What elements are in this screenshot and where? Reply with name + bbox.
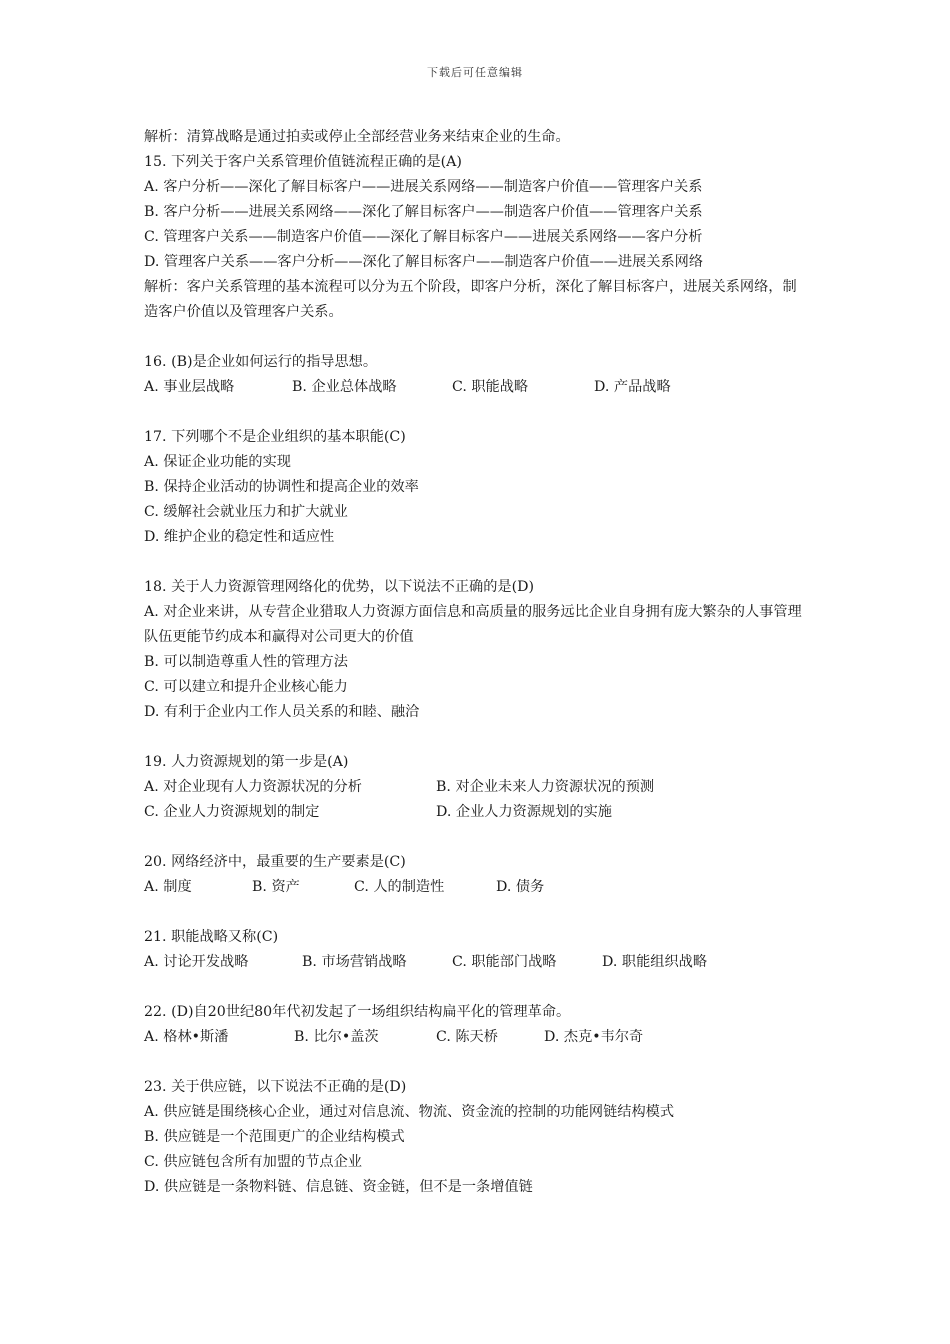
option-a: A. 对企业现有人力资源状况的分析 — [144, 779, 362, 795]
options-row — [144, 950, 810, 975]
question-text: 23. 关于供应链，以下说法不正确的是(D) — [144, 1079, 407, 1095]
option-b: B. 对企业未来人力资源状况的预测 — [436, 779, 655, 795]
previous-analysis: 解析：清算战略是通过拍卖或停止全部经营业务来结束企业的生命。 — [144, 129, 570, 145]
option-a: A. 制度 — [144, 879, 192, 895]
question-23 — [144, 1075, 810, 1200]
question-text: 20. 网络经济中，最重要的生产要素是(C) — [144, 854, 406, 870]
question-text: 15. 下列关于客户关系管理价值链流程正确的是(A) — [144, 154, 462, 170]
question-text: 18. 关于人力资源管理网络化的优势，以下说法不正确的是(D) — [144, 579, 535, 595]
option-a: A. 供应链是围绕核心企业，通过对信息流、物流、资金流的控制的功能网链结构模式 — [144, 1104, 675, 1120]
option-d: D. 产品战略 — [594, 379, 671, 395]
option-b: B. 资产 — [252, 879, 300, 895]
option-d: D. 供应链是一条物料链、信息链、资金链，但不是一条增值链 — [144, 1179, 533, 1195]
question-16 — [144, 350, 810, 400]
document-body — [144, 125, 810, 1200]
option-d: D. 杰克•韦尔奇 — [544, 1029, 644, 1045]
question-text: 17. 下列哪个不是企业组织的基本职能(C) — [144, 429, 406, 445]
option-b: B. 比尔•盖茨 — [294, 1029, 379, 1045]
question-18 — [144, 575, 810, 725]
option-d: D. 维护企业的稳定性和适应性 — [144, 529, 335, 545]
options-row — [144, 800, 810, 825]
page-header: 下载后可任意编辑 — [427, 66, 523, 79]
question-text: 22. (D)自20世纪80年代初发起了一场组织结构扁平化的管理革命。 — [144, 1004, 571, 1020]
option-c: C. 职能部门战略 — [452, 954, 557, 970]
option-b: B. 供应链是一个范围更广的企业结构模式 — [144, 1129, 405, 1145]
question-text: 19. 人力资源规划的第一步是(A) — [144, 754, 349, 770]
option-a: A. 讨论开发战略 — [144, 954, 249, 970]
option-b: B. 保持企业活动的协调性和提高企业的效率 — [144, 479, 419, 495]
analysis-text: 解析：客户关系管理的基本流程可以分为五个阶段，即客户分析，深化了解目标客户，进展关系网络，制造客户价值以及管理客户关系。 — [144, 279, 797, 320]
option-a: A. 客户分析——深化了解目标客户——进展关系网络——制造客户价值——管理客户关系 — [144, 179, 703, 195]
option-c: C. 供应链包含所有加盟的节点企业 — [144, 1154, 362, 1170]
option-d: D. 职能组织战略 — [602, 954, 708, 970]
option-a: A. 对企业来讲，从专营企业猎取人力资源方面信息和高质量的服务远比企业自身拥有庞大繁杂的人事管理队伍更能节约成本和赢得对公司更大的价值 — [144, 604, 802, 645]
option-d: D. 债务 — [496, 879, 545, 895]
option-d: D. 企业人力资源规划的实施 — [436, 804, 612, 820]
option-c: C. 陈天桥 — [436, 1029, 498, 1045]
option-d: D. 有利于企业内工作人员关系的和睦、融洽 — [144, 704, 420, 720]
question-19 — [144, 750, 810, 825]
question-text: 21. 职能战略又称(C) — [144, 929, 279, 945]
question-text: 16. (B)是企业如何运行的指导思想。 — [144, 354, 378, 370]
option-b: B. 市场营销战略 — [302, 954, 407, 970]
option-b: B. 企业总体战略 — [292, 379, 397, 395]
option-d: D. 管理客户关系——客户分析——深化了解目标客户——制造客户价值——进展关系网络 — [144, 254, 704, 270]
option-a: A. 格林•斯潘 — [144, 1029, 229, 1045]
options-row — [144, 375, 810, 400]
option-c: C. 管理客户关系——制造客户价值——深化了解目标客户——进展关系网络——客户分析 — [144, 229, 703, 245]
option-c: C. 人的制造性 — [354, 879, 445, 895]
options-row — [144, 875, 810, 900]
option-c: C. 可以建立和提升企业核心能力 — [144, 679, 348, 695]
option-a: A. 保证企业功能的实现 — [144, 454, 291, 470]
option-a: A. 事业层战略 — [144, 379, 235, 395]
options-row — [144, 775, 810, 800]
option-c: C. 缓解社会就业压力和扩大就业 — [144, 504, 348, 520]
option-b: B. 可以制造尊重人性的管理方法 — [144, 654, 348, 670]
question-21 — [144, 925, 810, 975]
option-c: C. 企业人力资源规划的制定 — [144, 804, 320, 820]
options-row — [144, 1025, 810, 1050]
question-22 — [144, 1000, 810, 1050]
question-15 — [144, 150, 810, 325]
question-17 — [144, 425, 810, 550]
option-c: C. 职能战略 — [452, 379, 529, 395]
option-b: B. 客户分析——进展关系网络——深化了解目标客户——制造客户价值——管理客户关系 — [144, 204, 703, 220]
question-20 — [144, 850, 810, 900]
